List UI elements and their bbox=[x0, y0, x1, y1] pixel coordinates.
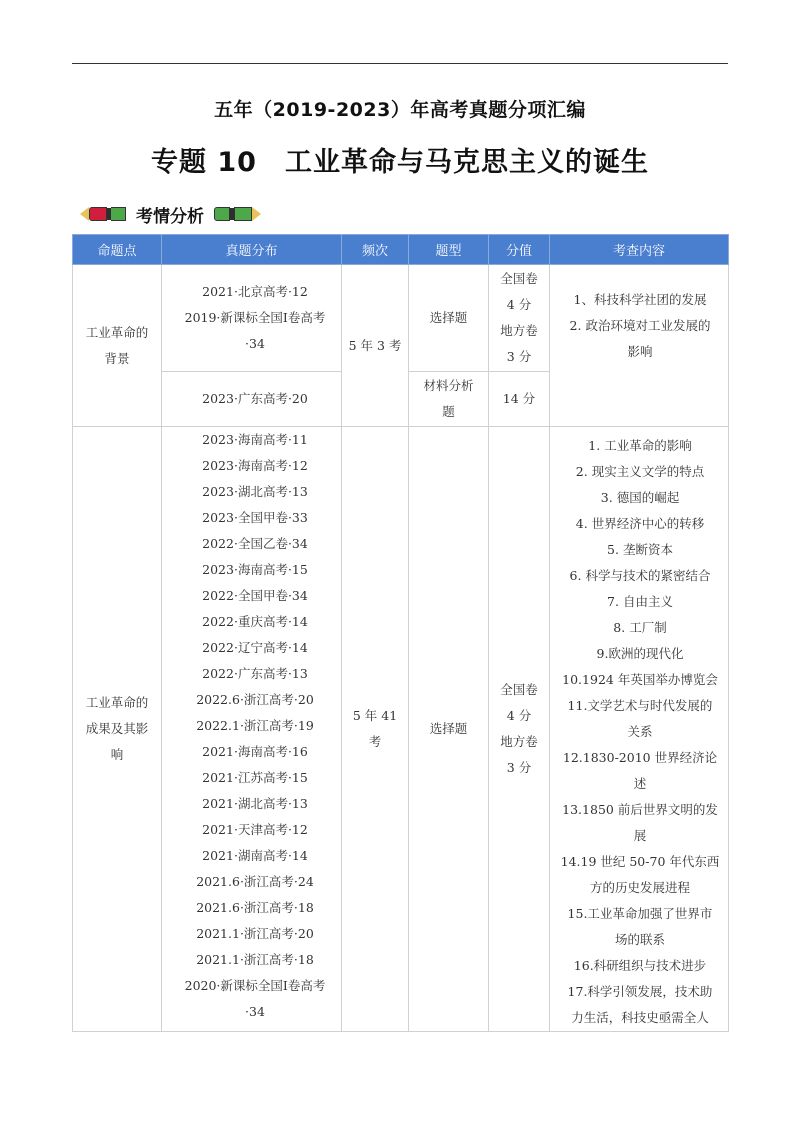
exam-item: 2022.1·浙江高考·19 bbox=[196, 718, 314, 733]
type-cell: 选择题 bbox=[409, 265, 489, 372]
page-title: 专题 10 工业革命与马克思主义的诞生 bbox=[151, 147, 649, 178]
type-line: 题 bbox=[442, 404, 455, 419]
content-item: 2. 政治环境对工业发展的 bbox=[569, 317, 711, 333]
exam-item: 2020·新课标全国Ⅰ卷高考 bbox=[184, 978, 326, 993]
type-line: 材料分析 bbox=[423, 378, 474, 393]
header-content: 考查内容 bbox=[550, 235, 729, 265]
content-cell bbox=[550, 265, 729, 427]
content-item: 13.1850 前后世界文明的发 bbox=[562, 802, 718, 817]
topic-line: 背景 bbox=[104, 350, 130, 366]
header-distribution: 真题分布 bbox=[162, 235, 342, 265]
distribution-cell bbox=[162, 265, 342, 372]
table-header-row bbox=[73, 235, 729, 265]
content-item: 力生活，科技史亟需全人 bbox=[571, 1010, 709, 1025]
exam-item: 2022.6·浙江高考·20 bbox=[196, 692, 314, 707]
content-item: 12.1830-2010 世界经济论 bbox=[562, 750, 718, 765]
topic-line: 成果及其影 bbox=[85, 721, 149, 736]
top-rule bbox=[72, 63, 728, 64]
content-cell bbox=[550, 427, 729, 1032]
frequency-line: 考 bbox=[368, 734, 382, 749]
score-line: 地方卷 bbox=[500, 734, 538, 749]
exam-item: 2021·天津高考·12 bbox=[202, 822, 308, 837]
content-item: 关系 bbox=[627, 724, 653, 739]
content-item: 17.科学引领发展，技术助 bbox=[567, 984, 713, 999]
content-item: 影响 bbox=[627, 343, 653, 359]
content-item: 7. 自由主义 bbox=[607, 594, 673, 609]
exam-item: 2021.6·浙江高考·24 bbox=[196, 874, 314, 889]
content-item: 9.欧洲的现代化 bbox=[596, 646, 684, 661]
topic-cell bbox=[73, 265, 162, 427]
exam-item: 2023·湖北高考·13 bbox=[202, 484, 308, 499]
exam-item: 2021·北京高考·12 bbox=[202, 284, 308, 299]
exam-item: 2021.1·浙江高考·20 bbox=[196, 926, 314, 941]
content-item: 2. 现实主义文学的特点 bbox=[575, 464, 705, 479]
header-score: 分值 bbox=[489, 235, 550, 265]
score-line: 全国卷 bbox=[500, 271, 538, 286]
exam-item: 2021·湖南高考·14 bbox=[202, 848, 308, 863]
score-line: 3 分 bbox=[506, 760, 532, 775]
score-cell bbox=[489, 265, 550, 372]
page-subtitle: 五年（2019-2023）年高考真题分项汇编 bbox=[214, 99, 586, 121]
exam-item: 2022·重庆高考·14 bbox=[202, 614, 308, 629]
content-item: 8. 工厂制 bbox=[613, 620, 667, 635]
section-title: 考情分析 bbox=[136, 206, 204, 227]
exam-item: 2019·新课标全国Ⅰ卷高考 bbox=[184, 310, 326, 325]
exam-item: 2021.1·浙江高考·18 bbox=[196, 952, 314, 967]
header-frequency: 频次 bbox=[342, 235, 409, 265]
exam-item: 2021·湖北高考·13 bbox=[202, 796, 308, 811]
content-item: 场的联系 bbox=[614, 932, 665, 947]
analysis-table bbox=[72, 234, 729, 1032]
content-item: 述 bbox=[633, 776, 647, 791]
section-header bbox=[80, 201, 261, 227]
score-line: 全国卷 bbox=[500, 682, 538, 697]
frequency-cell: 5 年 3 考 bbox=[342, 265, 409, 427]
header-topic: 命题点 bbox=[73, 235, 162, 265]
exam-item: 2023·全国甲卷·33 bbox=[202, 510, 308, 525]
topic-cell bbox=[73, 427, 162, 1032]
score-line: 4 分 bbox=[506, 708, 532, 723]
content-item: 14.19 世纪 50-70 年代东西 bbox=[560, 854, 720, 869]
content-item: 方的历史发展进程 bbox=[589, 880, 690, 895]
pencil-icon bbox=[214, 207, 261, 221]
score-line: 3 分 bbox=[506, 349, 532, 364]
content-item: 6. 科学与技术的紧密结合 bbox=[569, 568, 711, 583]
type-cell bbox=[409, 372, 489, 427]
pencil-icon bbox=[80, 207, 126, 221]
topic-line: 工业革命的 bbox=[85, 695, 149, 710]
score-line: 4 分 bbox=[506, 297, 532, 312]
exam-item: 2021·海南高考·16 bbox=[202, 744, 308, 759]
score-cell bbox=[489, 427, 550, 1032]
exam-item: 2022·广东高考·13 bbox=[202, 666, 308, 681]
topic-line: 响 bbox=[110, 747, 124, 762]
content-item: 11.文学艺术与时代发展的 bbox=[567, 698, 713, 713]
distribution-cell bbox=[162, 427, 342, 1032]
content-item: 展 bbox=[633, 828, 647, 843]
exam-item: 2023·海南高考·15 bbox=[202, 562, 308, 577]
frequency-cell bbox=[342, 427, 409, 1032]
score-line: 地方卷 bbox=[500, 323, 538, 338]
content-item: 15.工业革命加强了世界市 bbox=[567, 906, 713, 921]
content-item: 1、科技科学社团的发展 bbox=[573, 291, 707, 307]
exam-item: 2021.6·浙江高考·18 bbox=[196, 900, 314, 915]
content-item: 3. 德国的崛起 bbox=[600, 490, 680, 505]
exam-item: 2022·全国甲卷·34 bbox=[202, 588, 308, 603]
exam-item: ·34 bbox=[245, 336, 265, 351]
exam-item: ·34 bbox=[245, 1004, 265, 1019]
content-item: 10.1924 年英国举办博览会 bbox=[562, 672, 718, 687]
table-row bbox=[73, 427, 729, 1032]
frequency-line: 5 年 41 bbox=[352, 708, 398, 723]
table-row bbox=[73, 265, 729, 372]
exam-item: 2021·江苏高考·15 bbox=[202, 770, 308, 785]
exam-item: 2022·全国乙卷·34 bbox=[202, 536, 308, 551]
exam-item: 2023·海南高考·11 bbox=[202, 432, 308, 447]
exam-item: 2022·辽宁高考·14 bbox=[202, 640, 308, 655]
content-item: 5. 垄断资本 bbox=[607, 542, 673, 557]
score-cell: 14 分 bbox=[489, 372, 550, 427]
content-item: 16.科研组织与技术进步 bbox=[573, 958, 707, 973]
distribution-cell: 2023·广东高考·20 bbox=[162, 372, 342, 427]
content-item: 1. 工业革命的影响 bbox=[588, 438, 692, 453]
header-type: 题型 bbox=[409, 235, 489, 265]
content-item: 4. 世界经济中心的转移 bbox=[575, 516, 705, 531]
topic-line: 工业革命的 bbox=[85, 324, 149, 340]
exam-item: 2023·海南高考·12 bbox=[202, 458, 308, 473]
type-cell: 选择题 bbox=[409, 427, 489, 1032]
